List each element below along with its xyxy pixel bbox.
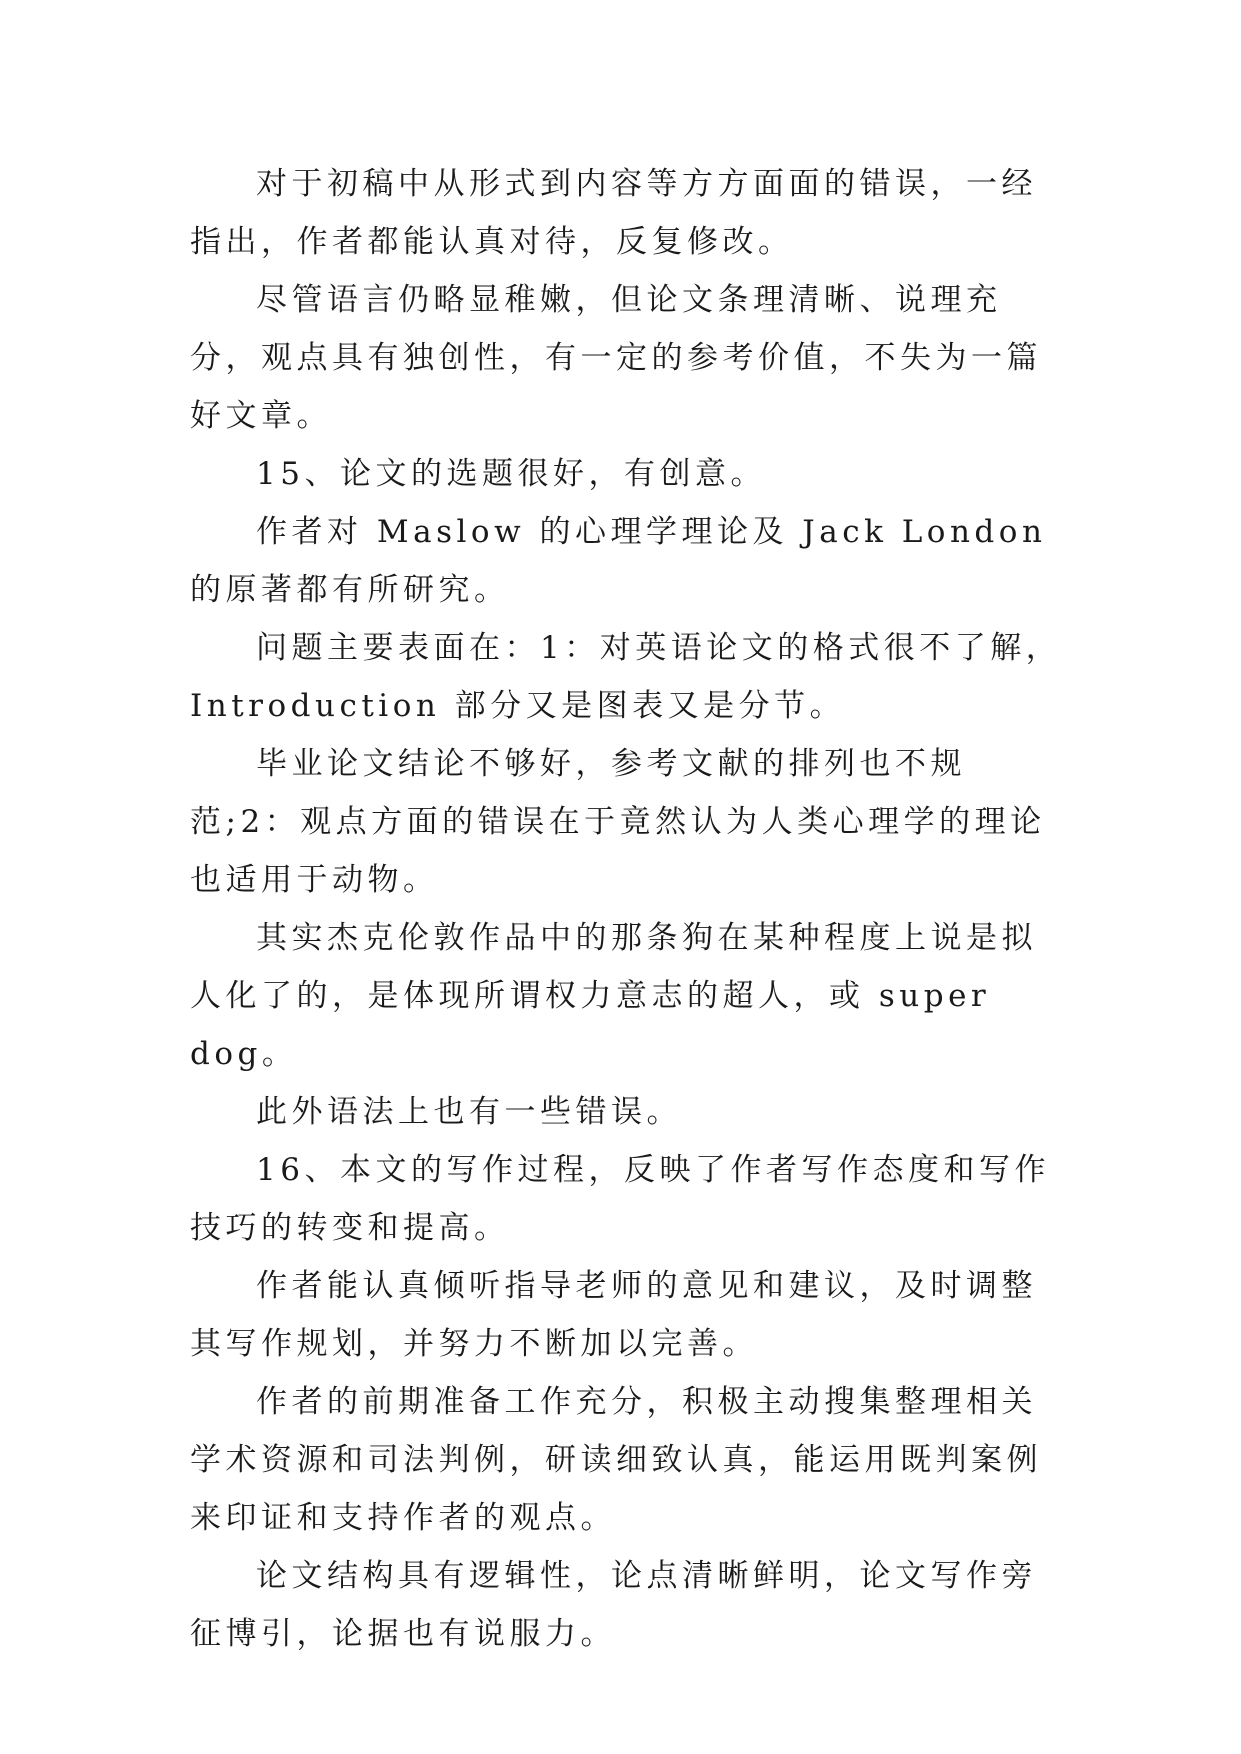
paragraph: 作者的前期准备工作充分，积极主动搜集整理相关学术资源和司法判例，研读细致认真，能运用既判案例来印证和支持作者的观点。: [190, 1384, 1042, 1536]
paragraph: 此外语法上也有一些错误。: [256, 1094, 682, 1130]
paragraph: 作者能认真倾听指导老师的意见和建议，及时调整其写作规划，并努力不断加以完善。: [190, 1268, 1037, 1362]
body-text: [190, 155, 1070, 1663]
paragraph: 作者对 Maslow 的心理学理论及 Jack London 的原著都有所研究。: [190, 514, 1047, 608]
paragraph: 论文结构具有逻辑性，论点清晰鲜明，论文写作旁征博引，论据也有说服力。: [190, 1558, 1037, 1652]
paragraph: 对于初稿中从形式到内容等方方面面的错误，一经指出，作者都能认真对待，反复修改。: [190, 166, 1037, 260]
paragraph: 问题主要表面在：1：对英语论文的格式很不了解，Introduction 部分又是图表又是分节。: [190, 630, 1062, 724]
paragraph: 15、论文的选题很好，有创意。: [256, 456, 766, 492]
paragraph: 其实杰克伦敦作品中的那条狗在某种程度上说是拟人化了的，是体现所谓权力意志的超人，或 super dog。: [190, 920, 1037, 1072]
paragraph: 16、本文的写作过程，反映了作者写作态度和写作技巧的转变和提高。: [190, 1152, 1050, 1246]
paragraph: 尽管语言仍略显稚嫩，但论文条理清晰、说理充分，观点具有独创性，有一定的参考价值，不失为一篇好文章。: [190, 282, 1042, 434]
paragraph: 毕业论文结论不够好，参考文献的排列也不规范;2：观点方面的错误在于竟然认为人类心理学的理论也适用于动物。: [190, 746, 1046, 898]
